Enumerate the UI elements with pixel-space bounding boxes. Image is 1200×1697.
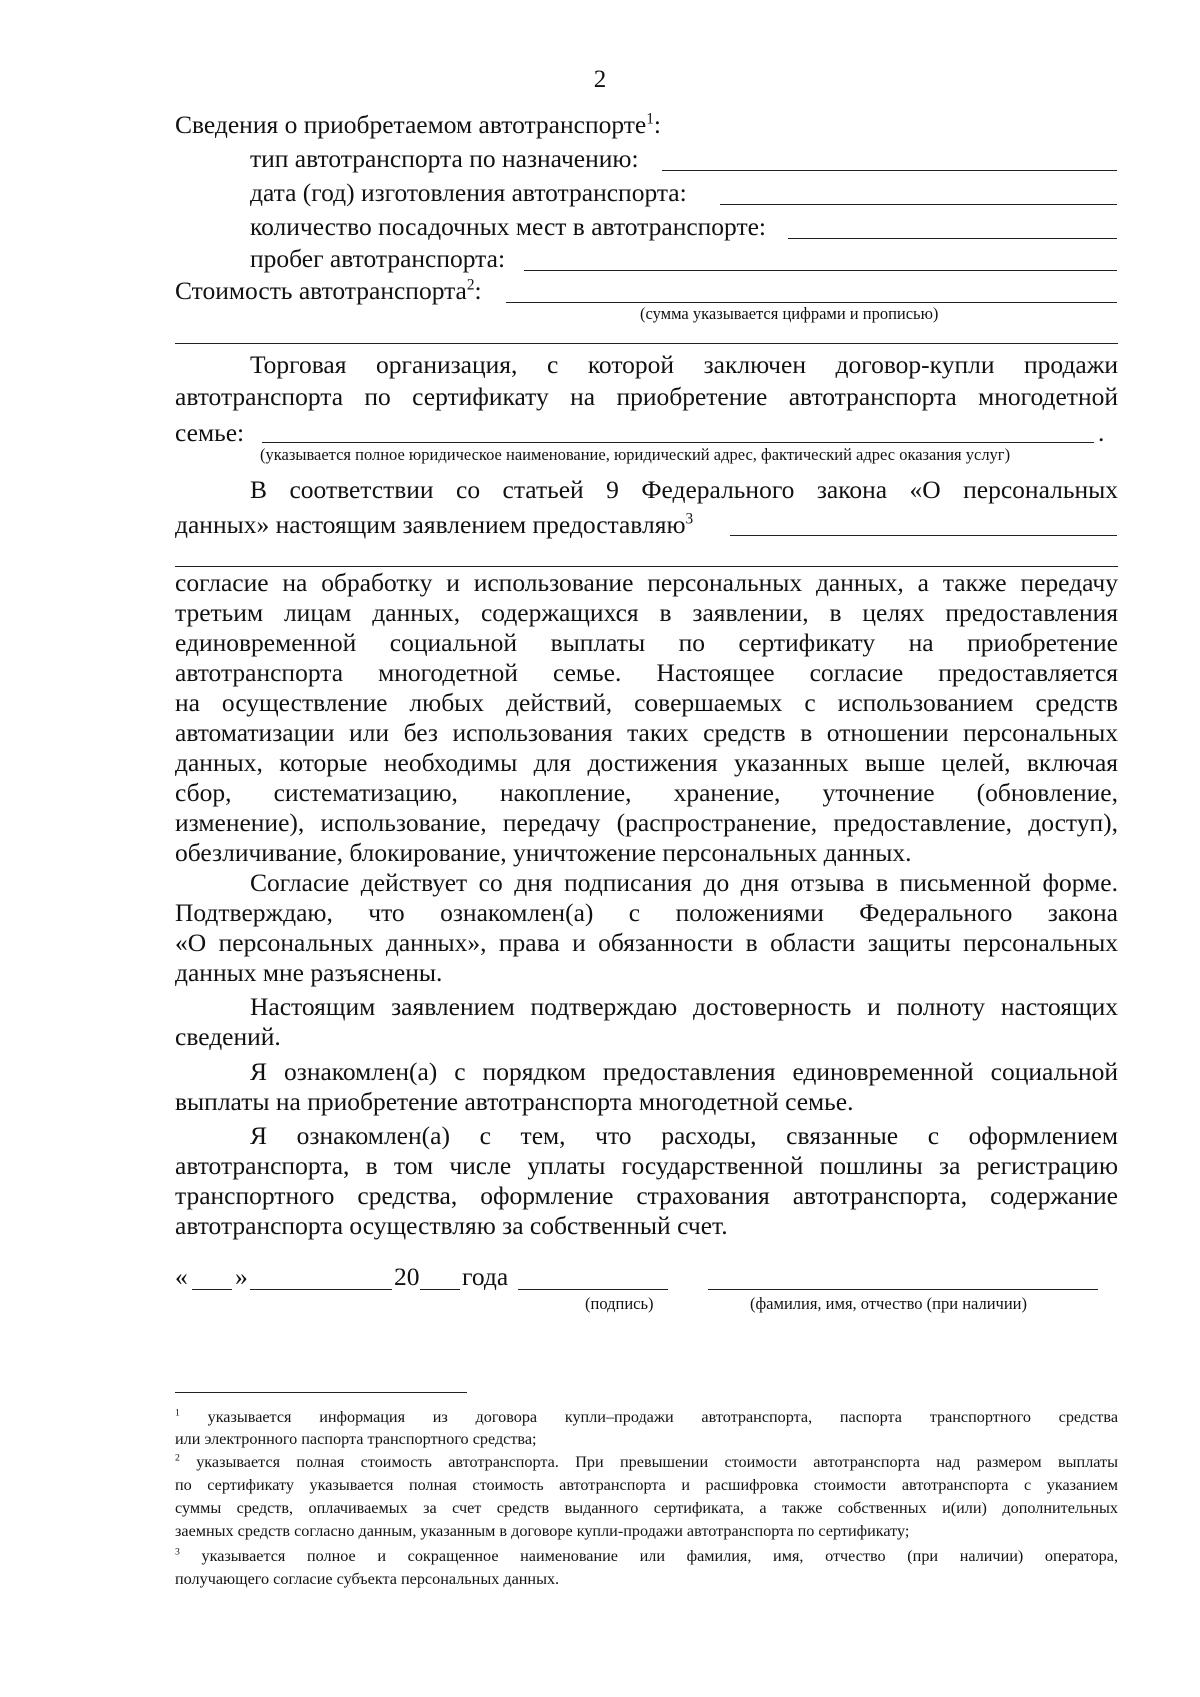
validity-line: Подтверждаю, что ознакомлен(а) с положениями Федерального закона [175,898,1118,927]
footnote-2-line: $^2$ указывается полная стоимость автотранспорта. При превышении стоимости автотранспорта над размером выплаты [175,1452,1118,1471]
cost-hint: (сумма указывается цифрами и прописью) [640,304,939,323]
expenses-line: автотранспорта, в том числе уплаты государственной пошлины за регистрацию [175,1151,1118,1180]
date-close-quote: » [235,1262,248,1291]
expenses-line: Я ознакомлен(а) с тем, что расходы, связанные с оформлением [250,1121,1118,1150]
footnote-3-line: $^3$ указывается полное и сокращенное наименование или фамилия, имя, отчество (при наличии) оператора, [175,1546,1118,1565]
page-number: 2 [593,66,607,93]
footnote-3-line: получающего согласие субъекта персональных данных. [175,1570,560,1588]
operator-continuation-line[interactable] [175,566,1118,567]
procedure-line: выплаты на приобретение автотранспорта многодетной семье. [175,1087,854,1116]
day-field[interactable] [192,1289,232,1290]
footnote-1-line: или электронного паспорта транспортного средства; [175,1430,537,1448]
vehicle-heading: Сведения о приобретаемом автотранспорте$^1$: [175,110,661,139]
footnote-ref-1: 1 [646,110,654,128]
consent-intro-line-2: данных» настоящим заявлением предоставляю$^3$ [175,510,694,539]
validity-line: «О персональных данных», права и обязанности в области защиты персональных [175,928,1118,957]
expenses-line: автотранспорта осуществляю за собственный счет. [175,1211,728,1240]
consent-body-line: изменение), использование, передачу (распространение, предоставление, доступ), [175,808,1118,837]
consent-body-line: единовременной социальной выплаты по сертификату на приобретение [175,628,1118,657]
trade-org-line-1: Торговая организация, с которой заключен договор-купли продажи [250,350,1118,379]
consent-body-line: третьим лицам данных, содержащихся в заявлении, в целях предоставления [175,598,1118,627]
footnote-2-line: суммы средств, оплачиваемых за счет средств выданного сертификата, а также собственных и(или) дополнительных [175,1499,1118,1517]
mileage-field[interactable] [524,270,1117,271]
footnote-ref-2: 2 [466,276,475,294]
consent-body-line: сбор, систематизацию, накопление, хранение, уточнение (обновление, [175,778,1118,807]
full-name-hint: (фамилия, имя, отчество (при наличии) [750,1294,1028,1313]
footnote-1-line: $^1$ указывается информация из договора купли–продажи автотранспорта, паспорта транспортного средства [175,1407,1118,1426]
consent-body-line: на осуществление любых действий, совершаемых с использованием средств [175,688,1118,717]
consent-body-line: автотранспорта многодетной семье. Настоящее согласие предоставляется [175,658,1118,687]
consent-body-line: автоматизации или без использования таких средств в отношении персональных [175,718,1118,747]
consent-body-line: согласие на обработку и использование персональных данных, а также передачу [175,568,1118,597]
manufacture-date-field[interactable] [720,204,1117,205]
trade-org-period: . [1098,418,1105,447]
validity-line: данных мне разъяснены. [175,958,443,987]
consent-intro-line-1: В соответствии со статьей 9 Федерального закона «О персональных [250,475,1118,504]
date-open-quote: « [175,1262,188,1291]
expenses-line: транспортного средства, оформление страхования автотранспорта, содержание [175,1181,1118,1210]
year-field[interactable] [420,1289,460,1290]
trade-org-line-2: автотранспорта по сертификату на приобретение автотранспорта многодетной [175,382,1118,411]
month-field[interactable] [250,1289,392,1290]
signature-hint: (подпись) [585,1294,654,1313]
full-name-field[interactable] [708,1289,1098,1290]
cost-label: Стоимость автотранспорта$^2$: [175,276,482,305]
mileage-label: пробег автотранспорта: [250,244,506,273]
cost-continuation-line[interactable] [175,343,1118,344]
manufacture-date-label: дата (год) изготовления автотранспорта: [250,178,687,207]
footnote-1-mark: 1 [175,1407,180,1419]
footnote-3-mark: 3 [175,1546,180,1558]
year-suffix: года [462,1262,509,1291]
footnote-ref-3: 3 [685,510,694,528]
footnote-2-line: по сертификату указывается полная стоимость автотранспорта и расшифровка стоимости автотранспорта с указанием [175,1476,1118,1494]
seats-count-field[interactable] [788,238,1117,239]
validity-line: Согласие действует со дня подписания до дня отзыва в письменной форме. [250,868,1118,897]
trade-org-label: семье: [175,418,245,447]
footnote-separator [175,1392,467,1393]
procedure-line: Я ознакомлен(а) с порядком предоставления единовременной социальной [250,1057,1118,1086]
trade-org-hint: (указывается полное юридическое наименование, юридический адрес, фактический адрес оказания услуг) [260,445,1011,464]
cost-field[interactable] [506,302,1117,303]
consent-body-line: данных, которые необходимы для достижения указанных выше целей, включая [175,748,1118,777]
consent-body-line: обезличивание, блокирование, уничтожение персональных данных. [175,838,912,867]
year-prefix: 20 [394,1262,420,1291]
footnote-2-mark: 2 [175,1452,180,1464]
confirm-line: Настоящим заявлением подтверждаю достоверность и полноту настоящих [250,992,1118,1021]
footnote-2-line: заемных средств согласно данным, указанным в договоре купли-продажи автотранспорта по сертификату; [175,1522,910,1540]
vehicle-type-label: тип автотранспорта по назначению: [250,144,639,173]
trade-org-field[interactable] [262,442,1094,443]
vehicle-type-field[interactable] [662,170,1117,171]
confirm-line: сведений. [175,1022,281,1051]
seats-count-label: количество посадочных мест в автотранспорте: [250,212,767,241]
operator-name-field[interactable] [730,535,1117,536]
signature-field[interactable] [518,1289,668,1290]
